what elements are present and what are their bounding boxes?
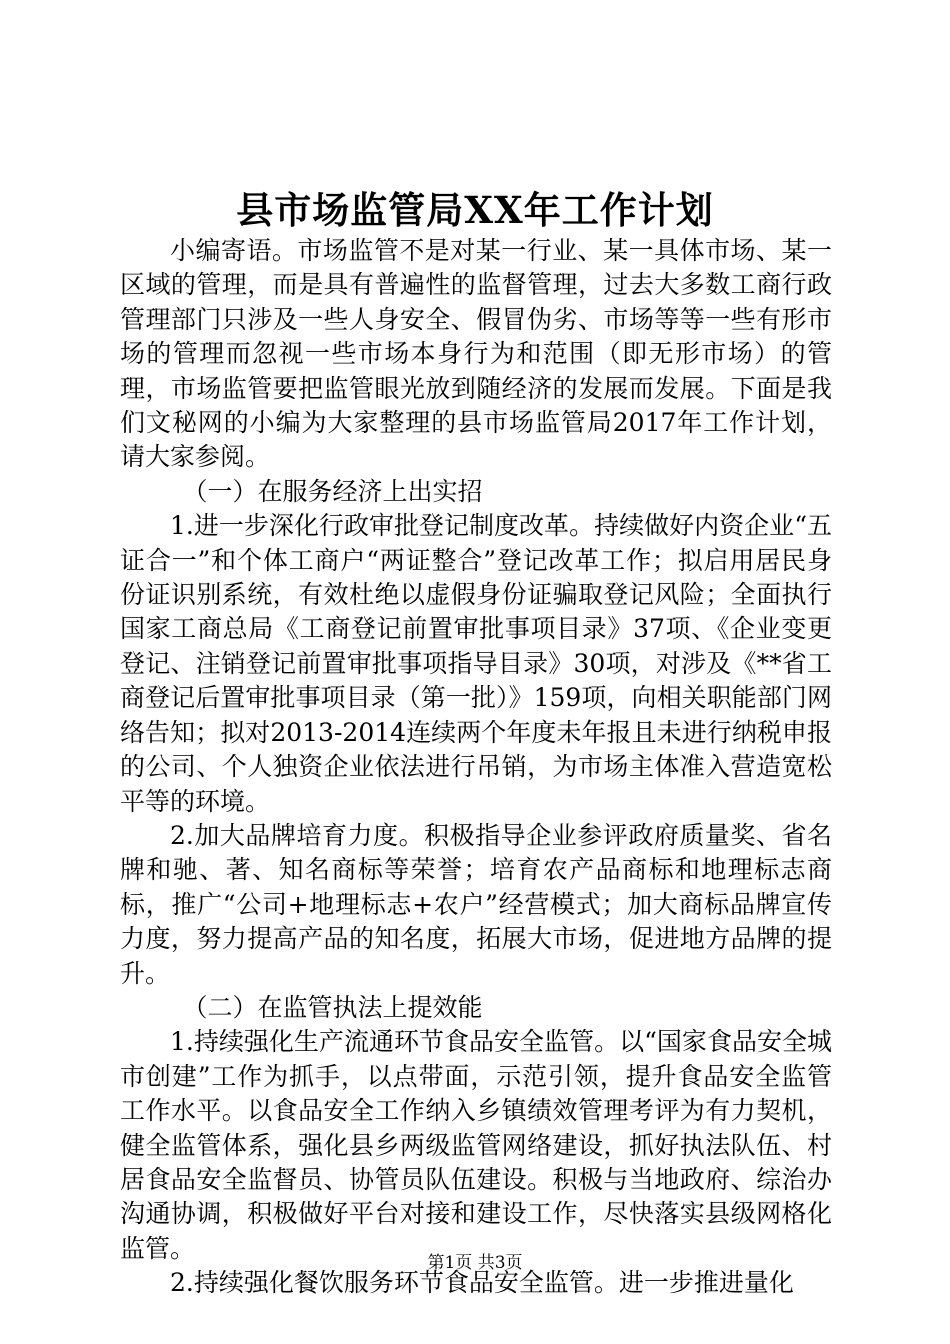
- body-paragraph: 1.持续强化生产流通环节食品安全监管。以“国家食品安全城市创建”工作为抓手，以点带面，示范引领，提升食品安全监管工作水平。以食品安全工作纳入乡镇绩效管理考评为有力契机，健全监管体系，强化县乡两级监管网络建设，抓好执法队伍、村居食品安全监督员、协管员队伍建设。积极与当地政府、综治办沟通协调，积极做好平台对接和建设工作，尽快落实县级网格化监管。: [120, 1027, 832, 1263]
- body-paragraph: 1.进一步深化行政审批登记制度改革。持续做好内资企业“五证合一”和个体工商户“两证整合”登记改革工作；拟启用居民身份证识别系统，有效杜绝以虚假身份证骗取登记风险；全面执行国家工商总局《工商登记前置审批事项目录》37项、《企业变更登记、注销登记前置审批事项指导目录》30项，对涉及《**省工商登记后置审批事项目录（第一批）》159项，向相关职能部门网络告知；拟对2013-2014连续两个年度未年报且未进行纳税申报的公司、个人独资企业依法进行吊销，为市场主体准入营造宽松平等的环境。: [120, 511, 832, 816]
- body-paragraph: 2.加大品牌培育力度。积极指导企业参评政府质量奖、省名牌和驰、著、知名商标等荣誉；培育农产品商标和地理标志商标，推广“公司+地理标志+农户”经营模式；加大商标品牌宣传力度，努力提高产品的知名度，拓展大市场，促进地方品牌的提升。: [120, 820, 832, 988]
- section-heading-2: （二）在监管执法上提效能: [182, 992, 483, 1022]
- page-number-footer: 第1页 共3页: [427, 1253, 523, 1273]
- body-paragraph: 2.持续强化餐饮服务环节食品安全监管。进一步推进量化: [170, 1268, 794, 1298]
- section-heading-1: （一）在服务经济上出实招: [182, 476, 483, 506]
- intro-paragraph: 小编寄语。市场监管不是对某一行业、某一具体市场、某一区域的管理，而是具有普遍性的监督管理，过去大多数工商行政管理部门只涉及一些人身安全、假冒伪劣、市场等等一些有形市场的管理而忽视一些市场本身行为和范围（即无形市场）的管理，市场监管要把监管眼光放到随经济的发展而发展。下面是我们文秘网的小编为大家整理的县市场监管局2017年工作计划，请大家参阅。: [120, 236, 832, 472]
- document-body: [120, 234, 832, 1301]
- document-title: 县市场监管局XX年工作计划: [236, 188, 714, 232]
